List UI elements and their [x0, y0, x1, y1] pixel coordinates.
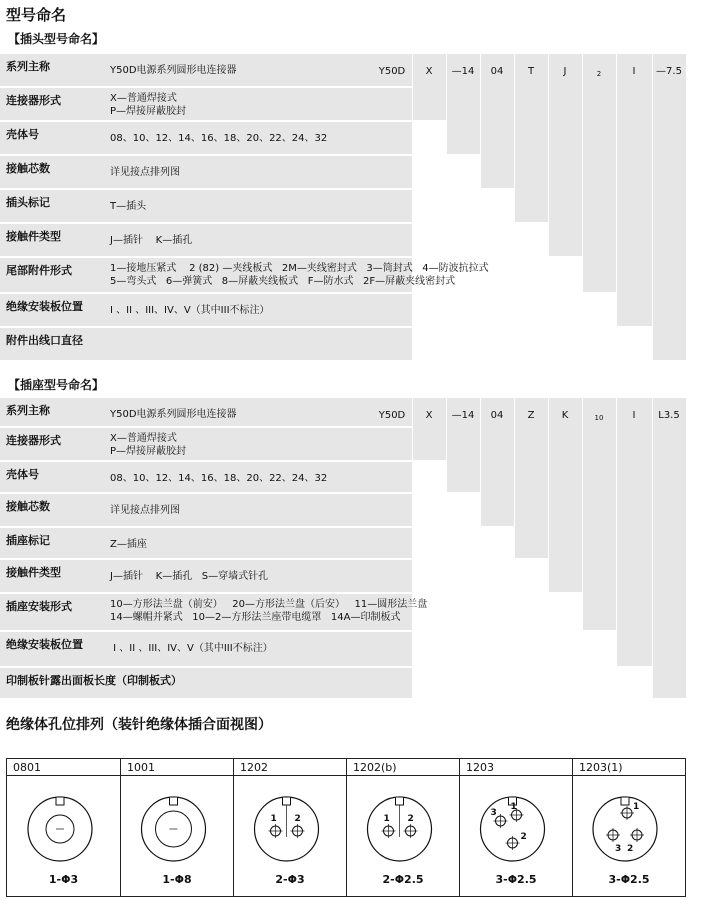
- socket-row-label: 壳体号: [6, 468, 39, 481]
- plug-row-divider: [0, 256, 582, 258]
- socket-row-divider: [0, 666, 652, 668]
- insulator-outline: [593, 797, 657, 861]
- socket-row-label: 插座标记: [6, 534, 50, 547]
- plug-row-divider: [0, 292, 616, 294]
- cell-divider: [7, 775, 120, 776]
- plug-table: [0, 54, 686, 360]
- plug-row-value: 1—接地压紧式 2 (82) —夹线板式 2M—夹线密封式 3—筒封式 4—防波抗拉式 5—弯头式 6—弹簧式 8—屏蔽夹线板式 F—防水式 2F—屏蔽夹线密封式: [110, 263, 489, 287]
- arrangement-cell: [460, 759, 573, 896]
- arrangement-code: 1001: [127, 761, 155, 774]
- plug-row-label: 系列主称: [6, 60, 50, 73]
- socket-code-column-bg: [413, 398, 446, 462]
- contact-number: 2: [627, 844, 634, 854]
- insulator-diagram: [460, 789, 573, 869]
- socket-code-column-bg: [617, 398, 652, 668]
- contact-number: 2: [520, 832, 527, 842]
- socket-row-label: 连接器形式: [6, 434, 61, 447]
- plug-row-label: 连接器形式: [6, 94, 61, 107]
- arrangement-code: 1202(b): [353, 761, 397, 774]
- arrangement-spec: 1-Φ8: [162, 873, 192, 886]
- key-notch: [396, 798, 404, 806]
- contact-number: 1: [270, 814, 277, 824]
- insulator-diagram: [7, 789, 121, 869]
- arrangement-spec: 3-Φ2.5: [608, 873, 650, 886]
- socket-row-value: I 、II 、III、IV、V（其中III不标注）: [110, 643, 273, 654]
- arrangement-spec: 2-Φ2.5: [382, 873, 424, 886]
- socket-section-title: 【插座型号命名】: [8, 378, 105, 392]
- arrangement-cell: [347, 759, 460, 896]
- plug-code-column-bg: [549, 54, 582, 258]
- socket-row-value: Y50D电源系列圆形电连接器: [110, 409, 237, 420]
- socket-code: Y50D: [378, 410, 406, 421]
- socket-row-divider: [0, 460, 446, 462]
- plug-row-divider: [0, 120, 446, 122]
- insulator-diagram: [347, 789, 460, 869]
- cell-divider: [573, 775, 685, 776]
- cell-divider: [121, 775, 233, 776]
- plug-code: J: [563, 66, 567, 77]
- plug-code: T: [527, 66, 535, 77]
- socket-row-label: 系列主称: [6, 404, 50, 417]
- cell-divider: [347, 775, 459, 776]
- plug-row-value: X—普通焊接式 P—焊接屏蔽胶封: [110, 93, 187, 117]
- layout-section-title: 绝缘体孔位排列（装针绝缘体插合面视图）: [6, 717, 272, 733]
- plug-row-label: 附件出线口直径: [6, 334, 83, 347]
- arrangement-code: 1202: [240, 761, 268, 774]
- arrangement-code: 1203: [466, 761, 494, 774]
- arrangement-cell: [7, 759, 121, 896]
- plug-code: I: [632, 66, 636, 77]
- plug-code: —14: [451, 66, 475, 77]
- plug-row-divider: [0, 188, 514, 190]
- socket-row-value: Z—插座: [110, 539, 147, 550]
- socket-code: X: [425, 410, 433, 421]
- socket-row-value: 10—方形法兰盘（前安） 20—方形法兰盘（后安） 11—圆形法兰盘 14—螺帽并紧式 10—2—方形法兰座带电缆罩 14A—印制板式: [110, 599, 428, 623]
- plug-row-label: 尾部附件形式: [6, 264, 72, 277]
- plug-row-label: 接触件类型: [6, 230, 61, 243]
- socket-row-label: 插座安装形式: [6, 600, 72, 613]
- contact-number: 3: [490, 808, 497, 818]
- insulator-diagram: [573, 789, 685, 869]
- plug-row-divider: [0, 86, 412, 88]
- socket-code: 10: [594, 414, 604, 422]
- plug-row-divider: [0, 222, 548, 224]
- socket-row-label: 接触件类型: [6, 566, 61, 579]
- plug-row-value: 详见接点排列图: [110, 167, 180, 178]
- contact-number: 1: [633, 802, 640, 812]
- socket-row-label: 印制板针露出面板长度（印制板式）: [6, 674, 182, 687]
- socket-code-column-bg: [653, 398, 686, 698]
- contact-number: 2: [407, 814, 414, 824]
- socket-code-column-bg: [549, 398, 582, 594]
- socket-table: [0, 398, 686, 698]
- page-title: 型号命名: [6, 6, 67, 24]
- arrangement-cell: [234, 759, 347, 896]
- cell-divider: [460, 775, 572, 776]
- plug-code-column-bg: [413, 54, 446, 122]
- arrangement-spec: 2-Φ3: [275, 873, 305, 886]
- plug-code: —7.5: [656, 66, 682, 77]
- socket-row-divider: [0, 558, 548, 560]
- plug-code: Y50D: [378, 66, 406, 77]
- contact-number: 3: [615, 844, 622, 854]
- plug-code-column-bg: [583, 54, 616, 294]
- arrangement-cell: [573, 759, 685, 896]
- arrangement-spec: 3-Φ2.5: [495, 873, 537, 886]
- socket-row-value: J—插针 K—插孔 S—穿墙式针孔: [110, 571, 269, 582]
- socket-row-value: 详见接点排列图: [110, 505, 180, 516]
- socket-code: K: [561, 410, 569, 421]
- socket-code-column-bg: [515, 398, 548, 560]
- plug-row-divider: [0, 326, 652, 328]
- socket-code: —14: [451, 410, 475, 421]
- plug-row-value: T—插头: [110, 201, 147, 212]
- plug-row-value: J—插针 K—插孔: [110, 235, 193, 246]
- contact-number: 1: [383, 814, 390, 824]
- socket-row-divider: [0, 526, 514, 528]
- key-notch: [170, 798, 178, 806]
- socket-row-divider: [0, 492, 480, 494]
- arrangement-spec: 1-Φ3: [48, 873, 79, 886]
- plug-code-column-bg: [617, 54, 652, 328]
- plug-row-value: 08、10、12、14、16、18、20、22、24、32: [110, 133, 328, 144]
- key-notch: [621, 798, 629, 806]
- socket-code: I: [632, 410, 636, 421]
- socket-code: 04: [490, 410, 504, 421]
- arrangement-grid: [6, 758, 686, 897]
- plug-code-column-bg: [515, 54, 548, 224]
- contact-number: 1: [510, 802, 517, 812]
- arrangement-cell: [121, 759, 234, 896]
- plug-section-title: 【插头型号命名】: [8, 32, 105, 46]
- plug-row-value: I 、II 、III、IV、V（其中III不标注）: [110, 305, 270, 316]
- plug-row-value: Y50D电源系列圆形电连接器: [110, 65, 237, 76]
- plug-row-divider: [0, 154, 480, 156]
- cell-divider: [234, 775, 346, 776]
- plug-code: X: [425, 66, 433, 77]
- plug-code-column-bg: [653, 54, 686, 360]
- insulator-diagram: [121, 789, 234, 869]
- key-notch: [283, 798, 291, 806]
- key-notch: [56, 798, 64, 806]
- socket-row-divider: [0, 426, 412, 428]
- arrangement-code: 1203(1): [579, 761, 623, 774]
- insulator-diagram: [234, 789, 347, 869]
- plug-code: 2: [596, 70, 602, 78]
- plug-row-label: 壳体号: [6, 128, 39, 141]
- socket-code-column-bg: [583, 398, 616, 632]
- socket-row-value: 08、10、12、14、16、18、20、22、24、32: [110, 473, 328, 484]
- socket-row-divider: [0, 630, 616, 632]
- arrangement-code: 0801: [13, 761, 41, 774]
- plug-row-label: 插头标记: [6, 196, 50, 209]
- plug-row-label: 接触芯数: [6, 162, 50, 175]
- socket-row-label: 接触芯数: [6, 500, 50, 513]
- plug-code: 04: [490, 66, 504, 77]
- plug-row-label: 绝缘安装板位置: [6, 300, 83, 313]
- socket-row-divider: [0, 592, 582, 594]
- socket-code: Z: [527, 410, 535, 421]
- socket-row-value: X—普通焊接式 P—焊接屏蔽胶封: [110, 433, 187, 457]
- socket-code: L3.5: [658, 410, 680, 421]
- socket-row-label: 绝缘安装板位置: [6, 638, 83, 651]
- contact-number: 2: [294, 814, 301, 824]
